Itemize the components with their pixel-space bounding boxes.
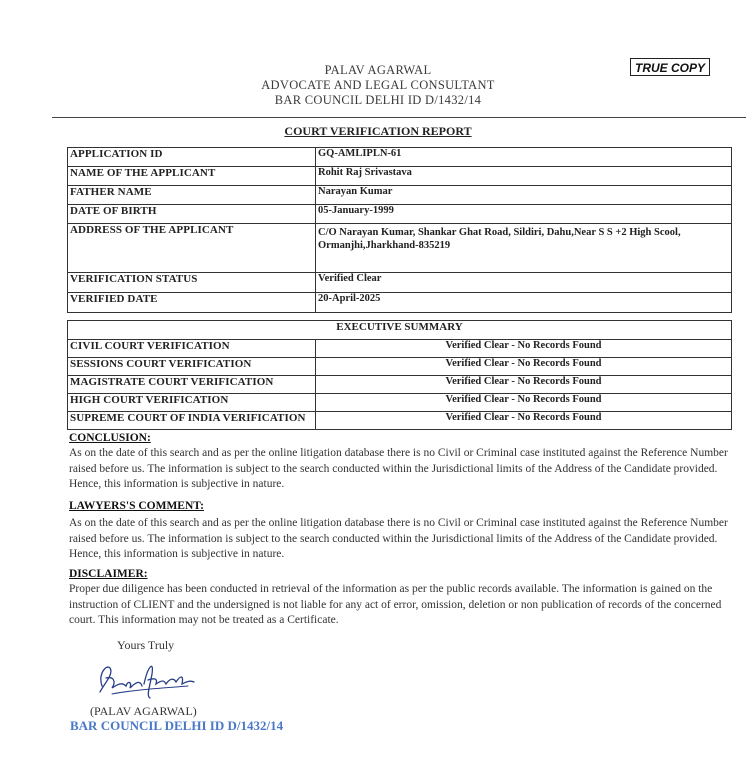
table-row xyxy=(68,321,732,340)
table-row xyxy=(68,340,732,358)
lawyers-comment-heading: LAWYERS'S COMMENT: xyxy=(69,500,204,512)
summary-label: MAGISTRATE COURT VERIFICATION xyxy=(68,376,316,394)
executive-summary-table xyxy=(67,320,732,430)
detail-label: VERIFIED DATE xyxy=(68,293,316,313)
handwritten-signature xyxy=(92,656,202,702)
closing-salutation: Yours Truly xyxy=(117,638,175,652)
detail-label: ADDRESS OF THE APPLICANT xyxy=(68,224,316,273)
table-row xyxy=(68,224,732,273)
detail-label: FATHER NAME xyxy=(68,186,316,205)
table-row xyxy=(68,412,732,430)
header-divider xyxy=(52,117,746,118)
true-copy-stamp: TRUE COPY xyxy=(630,58,710,76)
table-row xyxy=(68,273,732,293)
table-row xyxy=(68,358,732,376)
detail-value: Verified Clear xyxy=(316,273,732,293)
advocate-name: PALAV AGARWAL xyxy=(324,63,432,77)
summary-value: Verified Clear - No Records Found xyxy=(316,340,732,358)
detail-value: 20-April-2025 xyxy=(316,293,732,313)
signatory-name: (PALAV AGARWAL) xyxy=(90,704,197,718)
detail-value: Rohit Raj Srivastava xyxy=(316,167,732,186)
disclaimer-text: Proper due diligence has been conducted in retrieval of the information as per the public records available. The information is gained on the instruction of CLIENT and the undersigned is not liable for any act of error, omission, deletion or non publication of records of the concerned court. This information may not be treated as a Certificate. xyxy=(69,583,722,626)
summary-label: HIGH COURT VERIFICATION xyxy=(68,394,316,412)
conclusion-heading: CONCLUSION: xyxy=(69,432,151,444)
table-row xyxy=(68,167,732,186)
table-row xyxy=(68,394,732,412)
table-row xyxy=(68,186,732,205)
conclusion-text: As on the date of this search and as per the online litigation database there is no Civil or Criminal case instituted against the Reference Number raised before us. The information is subject to the search conducted within the Jurisdictional limits of the Address of the Candidate provided. Hence, this information is subjective in nature. xyxy=(69,447,728,490)
report-title: COURT VERIFICATION REPORT xyxy=(284,124,472,138)
detail-label: DATE OF BIRTH xyxy=(68,205,316,224)
advocate-title: ADVOCATE AND LEGAL CONSULTANT xyxy=(261,78,495,92)
summary-value: Verified Clear - No Records Found xyxy=(316,358,732,376)
advocate-bar-id: BAR COUNCIL DELHI ID D/1432/14 xyxy=(274,93,482,107)
detail-label: APPLICATION ID xyxy=(68,148,316,167)
disclaimer-heading: DISCLAIMER: xyxy=(69,568,148,580)
table-row xyxy=(68,293,732,313)
detail-label: NAME OF THE APPLICANT xyxy=(68,167,316,186)
summary-label: SESSIONS COURT VERIFICATION xyxy=(68,358,316,376)
detail-value: 05-January-1999 xyxy=(316,205,732,224)
summary-label: SUPREME COURT OF INDIA VERIFICATION xyxy=(68,412,316,430)
applicant-details-table xyxy=(67,147,732,313)
table-row xyxy=(68,205,732,224)
detail-label: VERIFICATION STATUS xyxy=(68,273,316,293)
summary-heading: EXECUTIVE SUMMARY xyxy=(68,321,732,340)
summary-value: Verified Clear - No Records Found xyxy=(316,412,732,430)
table-row xyxy=(68,148,732,167)
lawyers-comment-text: As on the date of this search and as per the online litigation database there is no Civil or Criminal case instituted against the Reference Number raised before us. The information is subject to the search conducted within the Jurisdictional limits of the Address of the Candidate provided. Hence, this information is subjective in nature. xyxy=(69,517,728,560)
summary-value: Verified Clear - No Records Found xyxy=(316,394,732,412)
table-row xyxy=(68,376,732,394)
detail-value: C/O Narayan Kumar, Shankar Ghat Road, Sildiri, Dahu,Near S S +2 High Scool, Ormanjhi,Jharkhand-835219 xyxy=(316,224,732,273)
signatory-bar-id: BAR COUNCIL DELHI ID D/1432/14 xyxy=(70,718,284,733)
detail-value: GQ-AMLIPLN-61 xyxy=(316,148,732,167)
detail-value: Narayan Kumar xyxy=(316,186,732,205)
summary-value: Verified Clear - No Records Found xyxy=(316,376,732,394)
summary-label: CIVIL COURT VERIFICATION xyxy=(68,340,316,358)
